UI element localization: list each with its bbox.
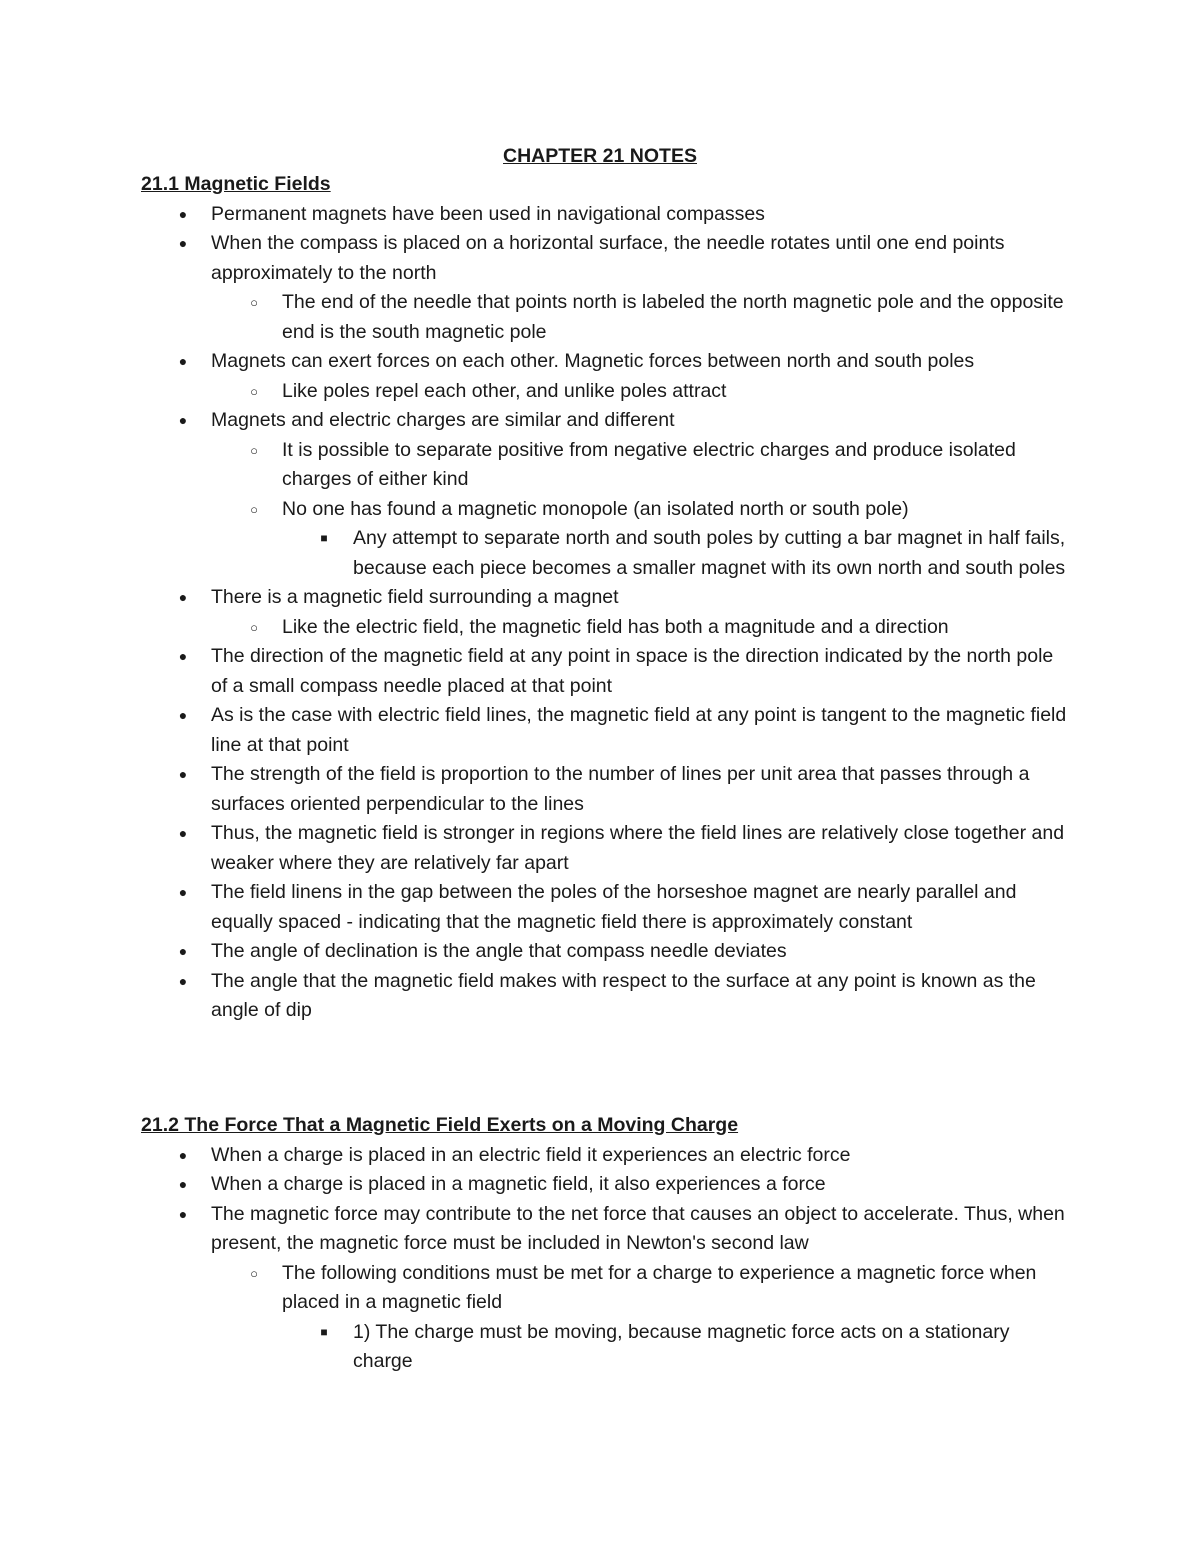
- list-item: [141, 1318, 1071, 1377]
- square-bullet-icon: ■: [320, 531, 328, 545]
- hollow-circle-bullet-icon: ○: [250, 619, 258, 635]
- filled-circle-bullet-icon: ●: [178, 235, 188, 251]
- hollow-circle-bullet-icon: ○: [250, 1265, 258, 1281]
- filled-circle-bullet-icon: ●: [178, 412, 188, 428]
- list-item: [141, 1200, 1071, 1259]
- filled-circle-bullet-icon: ●: [178, 1146, 188, 1163]
- bullet-list: [141, 1141, 1071, 1377]
- list-item: [141, 229, 1071, 288]
- list-item: [141, 760, 1071, 819]
- list-item: [141, 1170, 1071, 1200]
- filled-circle-bullet-icon: ●: [178, 1205, 188, 1222]
- filled-circle-bullet-icon: ●: [178, 707, 188, 723]
- filled-circle-bullet-icon: ●: [178, 825, 188, 841]
- square-bullet-icon: ■: [320, 1324, 328, 1339]
- list-item-text: The following conditions must be met for a charge to experience a magnetic force when placed in a magnetic field: [282, 1261, 1037, 1313]
- list-item-text: Magnets and electric charges are similar and different: [211, 409, 675, 431]
- list-item-text: 1) The charge must be moving, because magnetic force acts on a stationary charge: [353, 1320, 1010, 1372]
- filled-circle-bullet-icon: ●: [178, 1176, 188, 1192]
- list-item-text: The angle that the magnetic field makes with respect to the surface at any point is known as the angle of dip: [211, 969, 1036, 1021]
- list-item-text: When a charge is placed in a magnetic field, it also experiences a force: [211, 1173, 826, 1195]
- list-item-text: Thus, the magnetic field is stronger in regions where the field lines are relatively close together and weaker where they are relatively far apart: [211, 822, 1065, 874]
- list-item: [141, 819, 1071, 878]
- list-item-text: When the compass is placed on a horizontal surface, the needle rotates until one end points approximately to the north: [211, 232, 1005, 284]
- list-item-text: Any attempt to separate north and south poles by cutting a bar magnet in half fails, because each piece becomes a smaller magnet with its own north and south poles: [353, 527, 1066, 579]
- list-item: [141, 937, 1071, 967]
- list-item-text: Magnets can exert forces on each other. Magnetic forces between north and south poles: [211, 350, 975, 372]
- list-item: [141, 436, 1071, 495]
- list-item-text: Like poles repel each other, and unlike poles attract: [282, 379, 727, 402]
- list-item: [141, 200, 1071, 230]
- filled-circle-bullet-icon: ●: [178, 648, 188, 664]
- list-item-text: The magnetic force may contribute to the net force that causes an object to accelerate. Thus, when present, the magnetic force must be included in Newton's second law: [211, 1202, 1065, 1254]
- list-item-text: When a charge is placed in an electric field it experiences an electric force: [211, 1143, 851, 1166]
- list-item-text: As is the case with electric field lines, the magnetic field at any point is tangent to the magnetic field line at that point: [211, 704, 1067, 756]
- bullet-list: [141, 200, 1071, 1026]
- list-item-text: The angle of declination is the angle that compass needle deviates: [211, 940, 787, 962]
- list-item: [141, 288, 1071, 347]
- list-item: [141, 495, 1071, 525]
- section-magnetic-fields: [141, 170, 1071, 1026]
- list-item: [141, 701, 1071, 760]
- list-item-text: The strength of the field is proportion to the number of lines per unit area that passes through a surfaces oriented perpendicular to the lines: [211, 763, 1030, 815]
- list-item: [141, 613, 1071, 643]
- list-item: [141, 878, 1071, 937]
- list-item-text: No one has found a magnetic monopole (an isolated north or south pole): [282, 497, 909, 520]
- section-heading: 21.1 Magnetic Fields: [141, 173, 331, 195]
- hollow-circle-bullet-icon: ○: [250, 383, 258, 399]
- list-item: [141, 967, 1071, 1026]
- section-heading: 21.2 The Force That a Magnetic Field Exerts on a Moving Charge: [141, 1114, 739, 1136]
- list-item-text: Permanent magnets have been used in navigational compasses: [211, 202, 765, 225]
- list-item: [141, 1259, 1071, 1318]
- list-item-text: The direction of the magnetic field at any point in space is the direction indicated by the north pole of a small compass needle placed at that point: [211, 645, 1054, 697]
- list-item: [141, 1141, 1071, 1171]
- list-item-text: It is possible to separate positive from negative electric charges and produce isolated charges of either kind: [282, 438, 1016, 490]
- list-item-text: The end of the needle that points north is labeled the north magnetic pole and the opposite end is the south magnetic pole: [282, 291, 1064, 343]
- list-item: [141, 406, 1071, 436]
- list-item: [141, 524, 1071, 583]
- filled-circle-bullet-icon: ●: [178, 884, 188, 900]
- filled-circle-bullet-icon: ●: [178, 766, 188, 782]
- filled-circle-bullet-icon: ●: [178, 353, 188, 369]
- filled-circle-bullet-icon: ●: [178, 943, 188, 959]
- filled-circle-bullet-icon: ●: [178, 589, 188, 605]
- hollow-circle-bullet-icon: ○: [250, 295, 258, 310]
- list-item: [141, 583, 1071, 613]
- list-item: [141, 642, 1071, 701]
- list-item-text: Like the electric field, the magnetic field has both a magnitude and a direction: [282, 615, 949, 638]
- filled-circle-bullet-icon: ●: [178, 205, 188, 222]
- list-item-text: The field linens in the gap between the poles of the horseshoe magnet are nearly parallel and equally spaced - indicating that the magnetic field there is approximately constant: [211, 881, 1017, 933]
- list-item-text: There is a magnetic field surrounding a magnet: [211, 586, 619, 608]
- page-title: CHAPTER 21 NOTES: [503, 145, 697, 167]
- list-item: [141, 347, 1071, 377]
- filled-circle-bullet-icon: ●: [178, 972, 188, 989]
- hollow-circle-bullet-icon: ○: [250, 442, 258, 458]
- section-magnetic-force-moving-charge: [141, 1111, 1071, 1377]
- list-item: [141, 377, 1071, 407]
- hollow-circle-bullet-icon: ○: [250, 501, 258, 517]
